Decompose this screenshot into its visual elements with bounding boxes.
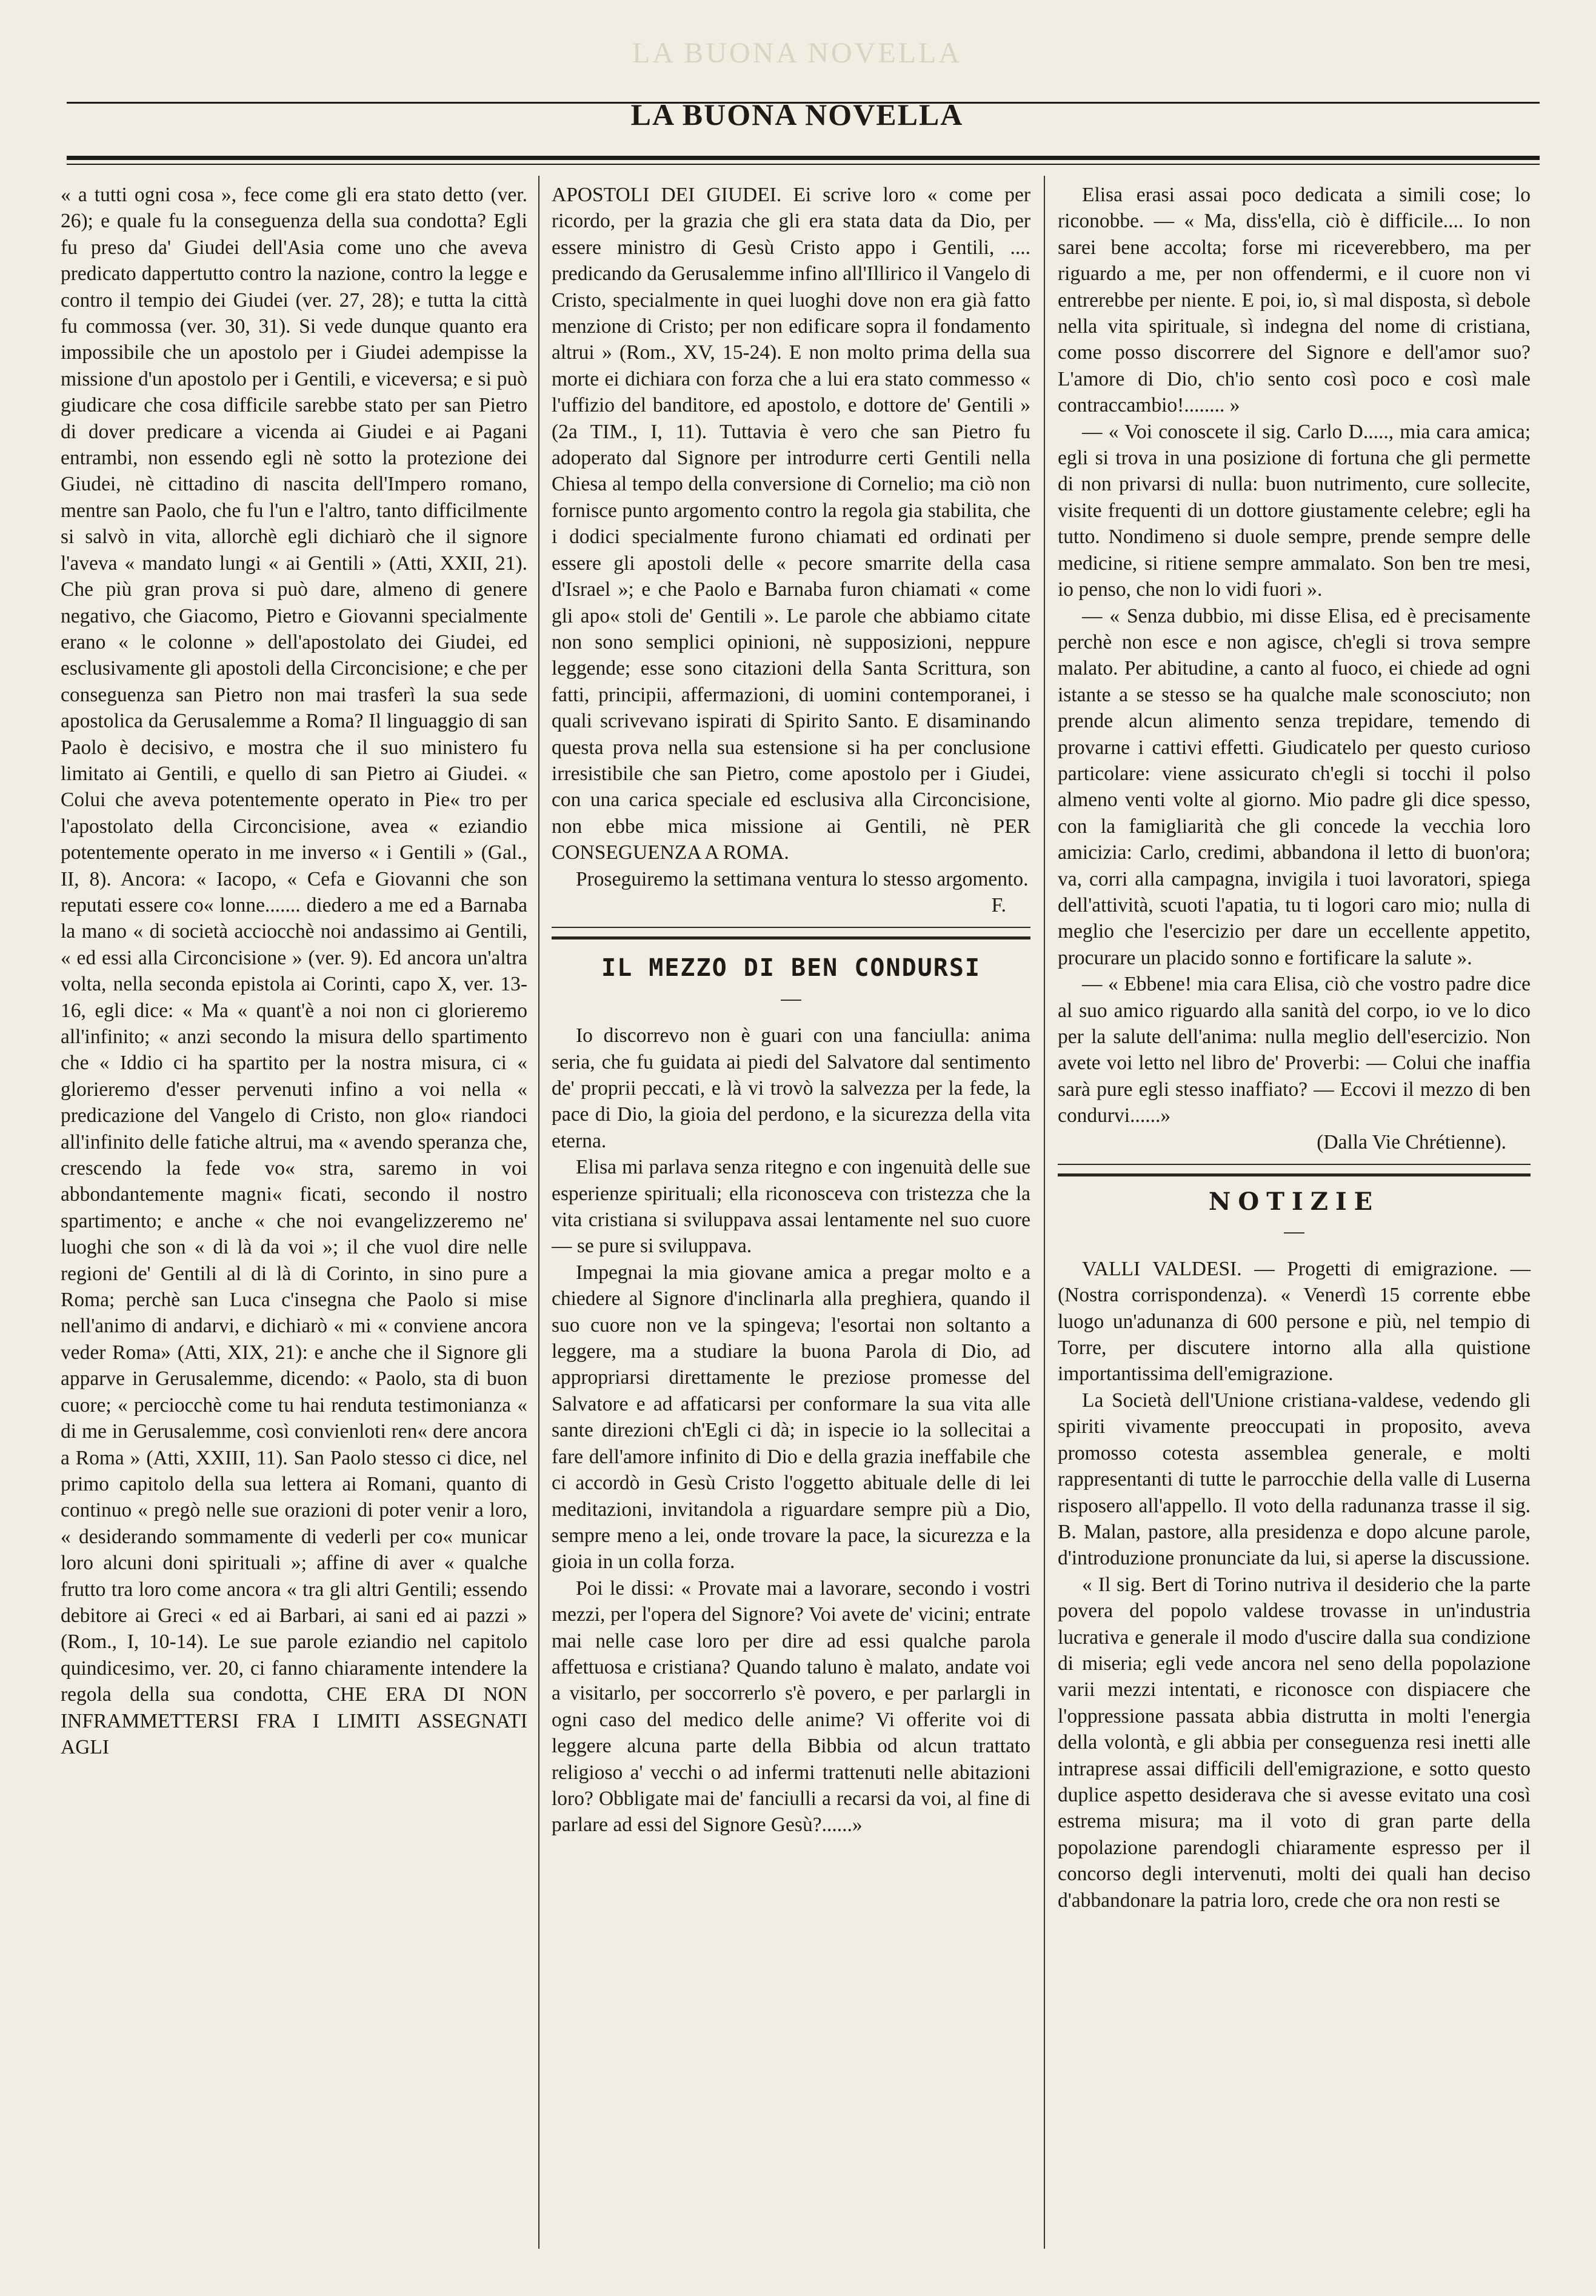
column-1	[61, 182, 527, 2243]
section-divider-thick	[552, 936, 1030, 939]
news-heading: NOTIZIE	[1208, 1187, 1380, 1216]
paragraph: — « Voi conoscete il sig. Carlo D....., mia cara amica; egli si trova in una posizione di fortuna che gli permette di non privarsi di nulla: buon nutrimento, cure sollecite, visite frequenti di un dottore giustamente celebre; egli ha tutto. Nondimeno si duole sempre, prende sempre delle medicine, si ritiene sempre ammalato. Son ben tre mesi, io penso, che non lo vidi fuori ».	[1058, 420, 1531, 601]
heading-dash: —	[781, 987, 801, 1010]
paragraph: Elisa erasi assai poco dedicata a simili cose; lo riconobbe. — « Ma, diss'ella, ciò è difficile.... Io non sarei bene accolta; forse mi riceverebbero, ma per riguardo a me, per non offendermi, e il cuore non vi entrerebbe per niente. E poi, io, sì mal disposta, sì debole nella vita spirituale, sì indegna del nome di cristiana, come posso discorrere del Signore e dell'amor suo? L'amore di Dio, ch'io sento così poco e così male contraccambio!........ »	[1058, 184, 1531, 417]
article-signature: F.	[991, 893, 1006, 916]
news-item: « Il sig. Bert di Torino nutriva il desiderio che la parte povera del popolo valdese trovasse in un'industria lucrativa e generale il modo d'uscire dalla sua condizione di miseria; egli vede ancora nel seno della popolazione varii mezzi intentati, e riconosce con dispiacere che l'oppressione passata abbia distrutta in molti l'energia della volontà, e gli abbia per conseguenza resi inetti alle intraprese assai difficili dell'emigrazione, e sotto questo duplice aspetto desiderava che si avesse evitato una così estrema misura; ma il voto di gran parte della popolazione parendogli chiaramente espresso per il concorso degli intervenuti, molti dei quali han deciso d'abbandonare la patria loro, crede che ora non resti se	[1058, 1573, 1531, 1912]
column-3	[1058, 182, 1531, 2243]
news-item: VALLI VALDESI. — Progetti di emigrazione. — (Nostra corrispondenza). « Venerdì 15 corrente ebbe luogo un'adunanza di 600 persone e più, nel tempio di Torre, per discutere intorno alla alla quistione importantissima dell'emigrazione.	[1058, 1257, 1531, 1386]
bleed-through-title: LA BUONA NOVELLA	[632, 37, 962, 69]
header-rule-thin	[67, 164, 1540, 165]
paragraph: Impegnai la mia giovane amica a pregar molto e a chiedere al Signore d'inclinarla alla preghiera, quando il suo cuore non ve la spingeva; l'esortai non soltanto a leggere, ma a studiare la buona Parola di Dio, ad appropriarsi direttamente le preziose promesse del Salvatore e ad affaticarsi per conformare la sua vita alle sante direzioni ch'Egli ci dà; in ispecie io la sollecitai a fare dell'amore infinito di Dio e della grazia ineffabile che ci accordò in Gesù Cristo l'oggetto abituale delle di lei meditazioni, invitandola a riguardare sempre più a Dio, sempre meno a lei, onde trovare la pace, la sicurezza e la gioia in un colla forza.	[552, 1261, 1030, 1573]
section-divider-thick	[1058, 1173, 1531, 1176]
header-rule-thick	[67, 156, 1540, 160]
paragraph: Io discorrevo non è guari con una fanciulla: anima seria, che fu guidata ai piedi del Salvatore dal sentimento de' proprii peccati, e là vi trovò la salvezza per la fede, la pace di Dio, la gioia del perdono, e la sicurezza della vita eterna.	[552, 1024, 1030, 1152]
masthead-title: LA BUONA NOVELLA	[630, 98, 964, 132]
section-divider	[1058, 1164, 1531, 1165]
article-next-week-note: Proseguiremo la settimana ventura lo stesso argomento.	[576, 867, 1029, 890]
news-item: La Società dell'Unione cristiana-valdese, vedendo gli spiriti vivamente preoccupati in proposito, aveva promosso cotesta assemblea generale, e molti rappresentanti di tutte le parrocchie della valle di Luserna risposero all'appello. Il voto della radunanza trasse il sig. B. Malan, pastore, alla presidenza e dopo alcune parole, d'introduzione pronunciate da lui, si aperse la discussione.	[1058, 1389, 1531, 1570]
column-divider-1	[538, 176, 539, 2249]
source-citation: (Dalla Vie Chrétienne).	[1317, 1130, 1506, 1153]
heading-dash: —	[1284, 1220, 1304, 1243]
column-2	[552, 182, 1030, 2243]
paragraph: — « Senza dubbio, mi disse Elisa, ed è precisamente perchè non esce e non agisce, ch'egli si trova sempre malato. Per abitudine, a canto al fuoco, ei chiede ad ogni istante a se stesso se ha qualche male sconosciuto; non prende alcun alimento senza trepidare, temendo di provarne i cattivi effetti. Giudicatelo per questo curioso particolare: viene assicurato ch'egli si tocchi il polso almeno venti volte al giorno. Mio padre gli dice spesso, con la famigliarità che gli concede la vecchia loro amicizia: Carlo, credimi, abbandona il letto di buon'ora; va, corri alla campagna, invigila i tuoi lavoratori, spiega dell'attività, scuoti l'apatia, tu ti logori caro mio; nulla di meglio che l'esercizio per dare un eccellente appetito, procurare un placido sonno e fortificare la salute ».	[1058, 604, 1531, 969]
paragraph: Elisa mi parlava senza ritegno e con ingenuità delle sue esperienze spirituali; ella riconosceva con tristezza che la vita cristiana si sviluppava assai lentamente nel suo cuore — se pure si sviluppava.	[552, 1156, 1030, 1258]
paragraph: — « Ebbene! mia cara Elisa, ciò che vostro padre dice al suo amico riguardo alla sanità del corpo, io ve lo dico per la salute dell'anima: nulla meglio dell'esercizio. Non avete voi letto nel libro de' Proverbi: — Colui che inaffia sarà pure egli stesso inaffiato? — Eccovi il mezzo di ben condurvi......»	[1058, 973, 1531, 1127]
article-heading: IL MEZZO DI BEN CONDURSI	[601, 954, 981, 983]
section-divider	[552, 927, 1030, 928]
paragraph: Poi le dissi: « Provate mai a lavorare, secondo i vostri mezzi, per l'opera del Signore? Voi avete de' vicini; entrate mai nelle case loro per dire ad essi qualche parola affettuosa e cristiana? Quando taluno è malato, andate voi a visitarlo, per soccorrerlo s'è povero, e per parlargli in ogni caso del medico delle anime? Vi offerite voi di leggere alcuna parte della Bibbia od alcun trattato religioso a' vecchi o ad infermi trattenuti nelle abitazioni loro? Obbligate mai de' fanciulli a recarsi da voi, al fine di parlare ad essi del Signore Gesù?......»	[552, 1577, 1030, 1837]
article-continuation-text: « a tutti ogni cosa », fece come gli era stato detto (ver. 26); e quale fu la conseguenza della sua condotta? Egli fu preso da' Giudei dell'Asia come uno che aveva predicato dappertutto contro la nazione, contro la legge e contro il tempio dei Giudei (ver. 27, 28); e tutta la città fu commossa (ver. 30, 31). Si vede dunque quanto era impossibile che un apostolo per i Giudei adempisse la missione d'un apostolo per i Gentili, e viceversa; e si può giudicare che cosa difficile sarebbe stato per san Pietro di dover predicare a vicenda ai Giudei e ai Pagani entrambi, non essendo egli nè sotto la protezione dei Giudei, nè cittadino di nascita dell'Impero romano, mentre san Paolo, che fu l'un e l'altro, tanto difficilmente si salvò in vita, allorchè egli dichiarò che il signore l'aveva « mandato lungi « ai Gentili » (Atti, XXII, 21). Che più gran prova si può dare, almeno di genere negativo, che Giacomo, Pietro e Giovanni specialmente erano « le colonne » dell'apostolato dei Giudei, ed esclusivamente gli apostoli della Circoncisione; e che per conseguenza san Pietro non mai trasferì la sua sede apostolica da Gerusalemme a Roma? Il linguaggio di san Paolo è decisivo, e mostra che il suo ministero fu limitato ai Gentili, e quello di san Pietro ai Giudei. « Colui che aveva potentemente operato in Pie« tro per l'apostolato della Circoncisione, avea « eziandio potentemente operato in me inverso « i Gentili » (Gal., II, 8). Ancora: « Iacopo, « Cefa e Giovanni che son reputati essere co« lonne....... diedero a me ed a Barnaba la mano « di società acciocchè noi andassimo ai Gentili, « ed essi alla Circoncisione » (ver. 9). Ed ancora un'altra volta, nella seconda epistola ai Corinti, capo X, ver. 13-16, egli dice: « Ma « quant'è a noi non ci glorieremo all'infinito; « anzi secondo la misura dello spartimento che « Iddio ci ha spartito per la nostra misura, ci « glorieremo d'esser pervenuti infino a voi nella « predicazione del Vangelo di Cristo, non glo« riandoci all'infinito delle fatiche altrui, ma « avendo speranza che, crescendo la fede vo« stra, saremo in voi abbondantemente magni« ficati, secondo il nostro spartimento; e anche « che noi evangelizzeremo ne' luoghi che son « di là da voi »; il che vuol dire nelle regioni de' Gentili al di là di Corinto, in sino pure a Roma; perchè san Luca c'insegna che Paolo si mise nell'animo di andarvi, e dichiarò « mi « conviene ancora veder Roma» (Atti, XIX, 21): e anche che il Signore gli apparve in Gerusalemme, dicendo: « Paolo, sta di buon cuore; « perciocchè come tu hai renduta testimonianza « di me in Gerusalemme, così convienloti ren« dere ancora a Roma » (Atti, XXIII, 11). San Paolo stesso ci dice, nel primo capitolo della sua lettera ai Romani, quanto di continuo « pregò nelle sue orazioni di poter venir a loro, « desiderando sommamente di vederli per co« municar loro alcuni doni spirituali »; affine di aver « qualche frutto tra loro come ancora « tra gli altri Gentili; essendo debitore ai Greci « ed ai Barbari, ai sani ed ai pazzi » (Rom., I, 10-14). Le sue parole eziandio nel capitolo quindicesimo, ver. 20, ci fanno chiaramente intendere la regola della sua condotta, CHE ERA DI NON INFRAMMETTERSI FRA I LIMITI ASSEGNATI AGLI	[61, 184, 527, 1758]
column-divider-2	[1044, 176, 1045, 2249]
article-conclusion-text: APOSTOLI DEI GIUDEI. Ei scrive loro « come per ricordo, per la grazia che gli era stata data da Dio, per essere ministro di Gesù Cristo appo i Gentili, .... predicando da Gerusalemme infino all'Illirico il Vangelo di Cristo, specialmente in quei luoghi dove non era già fatto menzione di Cristo; per non edificare sopra il fondamento altrui » (Rom., XV, 15-24). E non molto prima della sua morte ei dichiara con forza che a lui era stato commesso « l'uffizio del banditore, ed apostolo, e dottore de' Gentili » (2a TIM., I, 11). Tuttavia è vero che san Pietro fu adoperato dal Signore per introdurre certi Gentili nella Chiesa al tempo della conversione di Cornelio; ma ciò non fornisce punto argomento contro la regola gia stabilita, che i dodici specialmente furono chiamati ed ordinati per essere gli apostoli delle « pecore smarrite della casa d'Israel »; e che Paolo e Barnaba furon chiamati « come gli apo« stoli de' Gentili ». Le parole che abbiamo citate non sono semplici opinioni, nè supposizioni, neppure leggende; esse sono citazioni della Santa Scrittura, son fatti, principii, affermazioni, di uomini contemporanei, i quali scrivevano ispirati di Spirito Santo. E disaminando questa prova nella sua estensione si ha per conclusione irresistibile che san Pietro, come apostolo per i Giudei, con una carica speciale ed esclusiva alla Circoncisione, non ebbe mica missione ai Gentili, nè PER CONSEGUENZA A ROMA.	[552, 184, 1030, 864]
